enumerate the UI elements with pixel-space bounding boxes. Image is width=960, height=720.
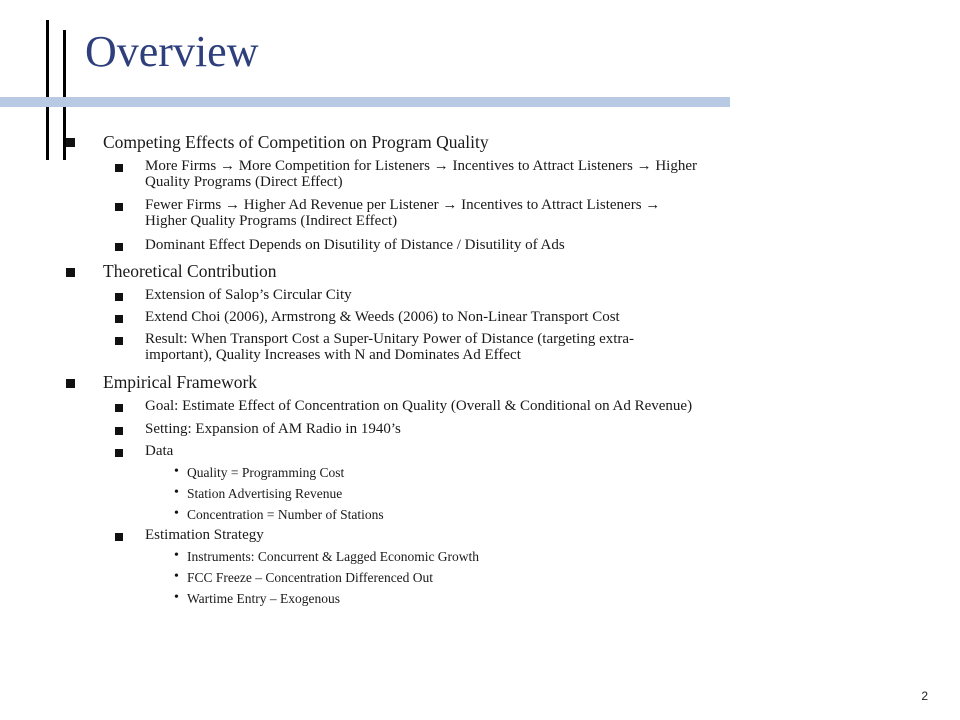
bullet-square <box>115 243 123 251</box>
bullet-square <box>66 379 75 388</box>
bullet-square <box>115 203 123 211</box>
bullet-3-3-2: Station Advertising Revenue <box>187 486 343 501</box>
bullet-dot: • <box>174 506 179 521</box>
bullet-1: Competing Effects of Competition on Program Quality <box>103 132 489 152</box>
bullet-2-2: Extend Choi (2006), Armstrong & Weeds (2006) to Non-Linear Transport Cost <box>145 309 620 325</box>
bullet-dot: • <box>174 485 179 500</box>
bullet-square <box>66 138 75 147</box>
bullet-2: Theoretical Contribution <box>103 261 277 281</box>
bullet-dot: • <box>174 464 179 479</box>
bullet-square <box>115 533 123 541</box>
bullet-3-4-1: Instruments: Concurrent & Lagged Economic Growth <box>187 549 480 564</box>
bullet-square <box>66 268 75 277</box>
bullet-square <box>115 427 123 435</box>
bullet-square <box>115 337 123 345</box>
page-number: 2 <box>921 689 928 703</box>
bullet-square <box>115 164 123 172</box>
bullet-3-4: Estimation Strategy <box>145 527 264 543</box>
bullet-dot: • <box>174 569 179 584</box>
bullet-3-3-3: Concentration = Number of Stations <box>187 507 384 522</box>
bullet-3-2: Setting: Expansion of AM Radio in 1940’s <box>145 421 401 437</box>
bullet-1-2-line-1: Fewer Firms → Higher Ad Revenue per Listener → Incentives to Attract Listeners → <box>145 197 661 213</box>
bullet-1-2-line-2: Higher Quality Programs (Indirect Effect) <box>145 213 398 229</box>
bullet-dot: • <box>174 590 179 605</box>
bullet-2-3-line-1: Result: When Transport Cost a Super-Unitary Power of Distance (targeting extra- <box>145 331 635 347</box>
bullet-square <box>115 315 123 323</box>
bullet-3-3: Data <box>145 443 174 459</box>
slide-title: Overview <box>85 27 259 76</box>
bullet-3-4-2: FCC Freeze – Concentration Differenced Out <box>187 570 434 585</box>
bullet-3-4-3: Wartime Entry – Exogenous <box>187 591 341 606</box>
bullet-2-3-line-2: important), Quality Increases with N and Dominates Ad Effect <box>145 347 521 363</box>
bullet-square <box>115 449 123 457</box>
bullet-3-1: Goal: Estimate Effect of Concentration on Quality (Overall & Conditional on Ad Revenue) <box>145 398 693 414</box>
bullet-3-3-1: Quality = Programming Cost <box>187 465 345 480</box>
bullet-square <box>115 404 123 412</box>
bullet-1-1-line-1: More Firms → More Competition for Listeners → Incentives to Attract Listeners → Higher <box>145 158 697 174</box>
bullet-2-1: Extension of Salop’s Circular City <box>145 287 352 303</box>
bullet-dot: • <box>174 548 179 563</box>
bullet-1-3: Dominant Effect Depends on Disutility of Distance / Disutility of Ads <box>145 237 565 253</box>
bullet-square <box>115 293 123 301</box>
bullet-1-1-line-2: Quality Programs (Direct Effect) <box>145 174 343 190</box>
bullet-3: Empirical Framework <box>103 372 258 392</box>
